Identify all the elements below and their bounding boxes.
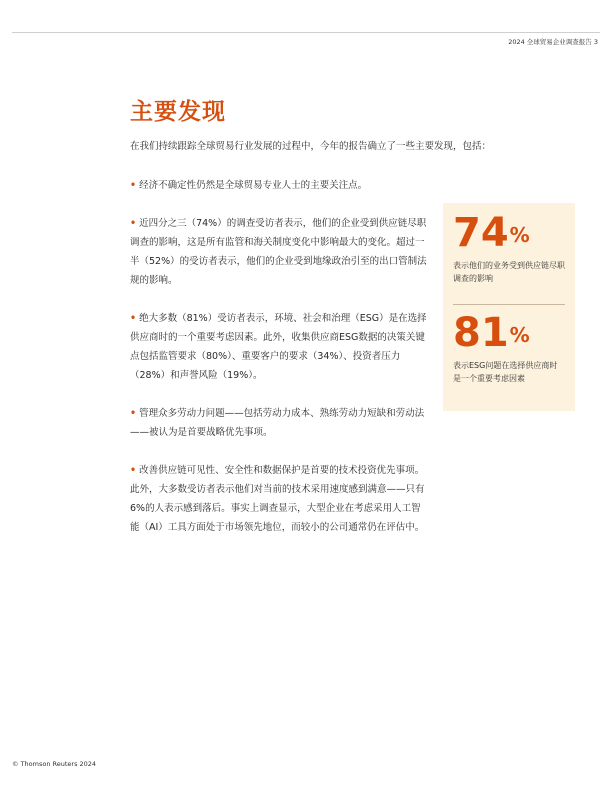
stat-esg [453, 309, 565, 385]
stat-supply-chain [453, 209, 565, 285]
stat-divider [453, 304, 565, 305]
list-item [130, 176, 430, 195]
stat-percent-sign: % [509, 223, 530, 247]
bullet-icon: • [130, 218, 137, 229]
list-item [130, 309, 430, 385]
stat-number-text: 74 [453, 210, 509, 256]
stat-value [453, 209, 565, 257]
list-item-text: 经济不确定性仍然是全球贸易专业人士的主要关注点。 [139, 180, 368, 191]
list-item-text: 改善供应链可见性、安全性和数据保护是首要的技术投资优先事项。此外，大多数受访者表示他们对当前的技术采用速度感到满意——只有6%的人表示感到落后。事实上调查显示，大型企业在考虑采用人工智能（AI）工具方面处于市场领先地位，而较小的公司通常仍在评估中。 [130, 465, 425, 533]
stats-callout [443, 203, 575, 411]
list-item [130, 214, 430, 290]
page-title: 主要发现 [130, 99, 226, 125]
list-item [130, 461, 430, 537]
list-item [130, 404, 430, 442]
stat-number-text: 81 [453, 310, 509, 356]
list-item-text: 绝大多数（81%）受访者表示，环境、社会和治理（ESG）是在选择供应商时的一个重要考虑因素。此外，收集供应商ESG数据的决策关键点包括监管要求（80%）、重要客户的要求（34%）、投资者压力（28%）和声誉风险（19%）。 [130, 313, 427, 381]
running-header: 2024 全球贸易企业调查报告 3 [508, 38, 598, 46]
stat-percent-sign: % [509, 323, 530, 347]
intro-paragraph: 在我们持续跟踪全球贸易行业发展的过程中，今年的报告确立了一些主要发现，包括： [130, 141, 492, 152]
footer-copyright: © Thomson Reuters 2024 [12, 760, 97, 768]
bullet-icon: • [130, 408, 137, 419]
bullet-icon: • [130, 465, 137, 476]
bullet-icon: • [130, 180, 137, 191]
bullet-icon: • [130, 313, 137, 324]
stat-value [453, 309, 565, 357]
header-rule [12, 32, 600, 33]
stat-caption: 表示ESG问题在选择供应商时是一个重要考虑因素 [453, 361, 558, 383]
stat-caption: 表示他们的业务受到供应链尽职调查的影响 [453, 261, 565, 283]
list-item-text: 管理众多劳动力问题——包括劳动力成本、熟练劳动力短缺和劳动法——被认为是首要战略优先事项。 [130, 408, 425, 438]
list-item-text: 近四分之三（74%）的调查受访者表示，他们的企业受到供应链尽职调查的影响，这是所有监管和海关制度变化中影响最大的变化。超过一半（52%）的受访者表示，他们的企业受到地缘政治引至的出口管制法规的影响。 [130, 218, 427, 286]
key-findings-list [130, 176, 430, 556]
